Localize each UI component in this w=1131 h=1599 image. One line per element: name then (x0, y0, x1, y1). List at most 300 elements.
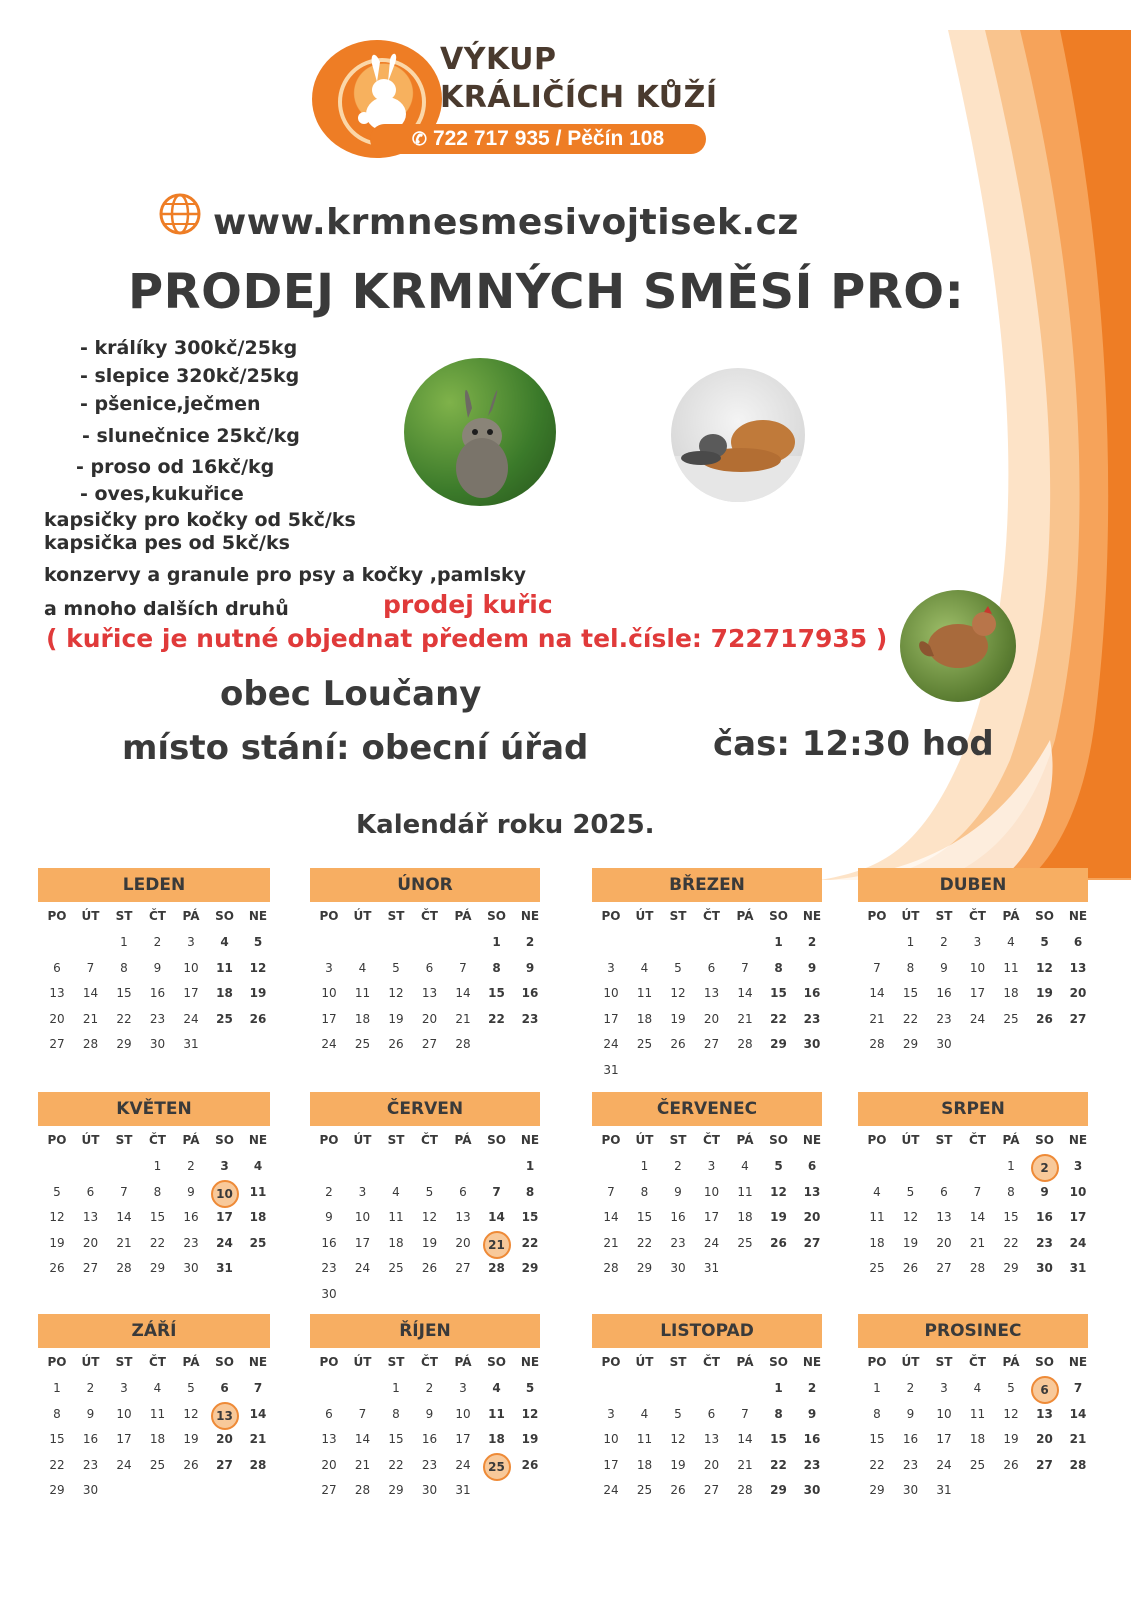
calendar-day: 5 (253, 935, 263, 949)
calendar-day: 17 (116, 1432, 132, 1446)
calendar-day: 24 (703, 1235, 720, 1250)
calendar-day: 28 (488, 1261, 505, 1275)
product-item: a mnoho dalších druhů (44, 598, 289, 620)
calendar-day: 20 (421, 1011, 438, 1026)
calendar-day: 5 (525, 1381, 535, 1395)
weekday-label: ÚT (353, 909, 372, 923)
calendar-day: 9 (153, 960, 162, 975)
weekday-label: ST (669, 909, 687, 923)
stop-location: místo stání: obecní úřad (122, 728, 589, 768)
calendar-day: 8 (53, 1406, 61, 1421)
calendar-day: 5 (906, 1184, 915, 1199)
calendar-day: 27 (1036, 1457, 1053, 1472)
calendar-day: 11 (636, 1432, 653, 1446)
calendar-day: 29 (770, 1483, 787, 1497)
calendar-day: 22 (388, 1457, 404, 1472)
weekday-label: PO (47, 1133, 67, 1147)
calendar-day: 23 (1036, 1235, 1053, 1250)
weekday-label: PÁ (182, 1355, 200, 1369)
calendar-day: 13 (703, 986, 720, 1000)
logo-title-line1: VÝKUP (440, 42, 557, 77)
calendar-day: 3 (325, 960, 333, 975)
calendar-day: 2 (325, 1184, 333, 1199)
calendar-day: 24 (216, 1235, 233, 1250)
calendar-day: 6 (940, 1184, 948, 1199)
calendar-day: 7 (358, 1406, 367, 1421)
calendar-day: 12 (49, 1210, 65, 1224)
weekday-label: PÁ (182, 909, 200, 923)
calendar-day: 16 (149, 986, 166, 1000)
calendar-day: 14 (603, 1210, 619, 1224)
calendar-day-marked: 10 (211, 1180, 239, 1208)
calendar-day: 29 (770, 1037, 787, 1051)
calendar-day: 27 (703, 1483, 720, 1497)
calendar-day: 13 (455, 1210, 471, 1224)
calendar-day: 17 (1069, 1210, 1087, 1224)
calendar-day: 13 (936, 1210, 952, 1224)
calendar-day: 17 (603, 1457, 619, 1472)
stop-time: čas: 12:30 hod (713, 724, 994, 764)
calendar-day: 25 (216, 1011, 233, 1026)
calendar-day: 21 (82, 1011, 99, 1026)
calendar-day: 3 (459, 1381, 467, 1395)
calendar-day-marked: 2 (1031, 1154, 1059, 1182)
weekday-label: PÁ (736, 1133, 754, 1147)
phone-icon: ✆ (411, 128, 427, 149)
calendar-day: 6 (707, 1406, 716, 1421)
calendar-day: 12 (1003, 1406, 1019, 1421)
calendar-day: 27 (703, 1037, 720, 1051)
month-name: ÚNOR (310, 868, 540, 902)
calendar-day: 17 (354, 1235, 371, 1250)
weekday-label: SO (215, 909, 234, 923)
calendar-day: 19 (521, 1432, 539, 1446)
calendar-day: 12 (902, 1210, 919, 1224)
calendar-day: 28 (969, 1261, 986, 1275)
weekday-label: PÁ (1002, 1355, 1020, 1369)
weekday-label: SO (1035, 1133, 1054, 1147)
calendar-day: 20 (1069, 986, 1087, 1000)
weekday-label: NE (520, 909, 540, 923)
calendar-day: 11 (636, 986, 653, 1000)
calendar-day: 27 (421, 1037, 438, 1051)
calendar-day: 16 (521, 986, 539, 1000)
calendar-day: 8 (774, 960, 783, 975)
weekday-label: SO (769, 1133, 788, 1147)
calendar-day: 14 (488, 1210, 505, 1224)
calendar-day: 31 (703, 1261, 720, 1275)
calendar-day: 26 (521, 1457, 539, 1472)
calendar-day: 19 (670, 1457, 686, 1472)
calendar-day: 27 (455, 1261, 471, 1275)
weekday-label: NE (802, 909, 822, 923)
calendar-day: 6 (425, 960, 434, 975)
month-name: DUBEN (858, 868, 1088, 902)
calendar-day: 16 (670, 1210, 686, 1224)
weekday-label: ÚT (81, 909, 100, 923)
calendar-day: 31 (936, 1483, 952, 1497)
calendar-day: 28 (249, 1457, 267, 1472)
calendar-day: 25 (149, 1457, 166, 1472)
calendar-day: 20 (703, 1011, 720, 1026)
calendar-day: 19 (1036, 986, 1053, 1000)
calendar-day: 17 (703, 1210, 720, 1224)
calendar-day: 2 (940, 935, 948, 949)
calendar-day: 1 (774, 935, 783, 949)
calendar-day: 10 (455, 1406, 471, 1421)
calendar-day: 25 (249, 1235, 267, 1250)
calendar-day: 21 (1069, 1432, 1087, 1446)
calendar-day: 16 (183, 1210, 199, 1224)
calendar-day: 8 (640, 1184, 649, 1199)
calendar-day: 16 (803, 1432, 821, 1446)
calendar-day: 22 (770, 1457, 787, 1472)
calendar-day: 13 (421, 986, 438, 1000)
calendar-day: 22 (902, 1011, 919, 1026)
weekday-label: NE (248, 1133, 268, 1147)
calendar-day: 8 (120, 960, 128, 975)
calendar-day: 18 (636, 1457, 653, 1472)
calendar-day: 7 (873, 960, 881, 975)
calendar-day: 1 (873, 1381, 881, 1395)
calendar-day: 27 (803, 1235, 821, 1250)
weekday-label: PÁ (454, 909, 472, 923)
weekday-label: SO (1035, 909, 1054, 923)
calendar-day: 30 (82, 1483, 99, 1497)
calendar-day: 14 (249, 1406, 267, 1421)
weekday-label: PO (601, 909, 621, 923)
weekday-label: PO (319, 1133, 339, 1147)
calendar-day: 23 (183, 1235, 199, 1250)
calendar-day: 13 (803, 1184, 821, 1199)
calendar-day: 20 (1036, 1432, 1053, 1446)
calendar-day: 2 (425, 1381, 434, 1395)
calendar-day: 3 (973, 935, 982, 949)
calendar-day: 28 (455, 1037, 471, 1051)
calendar-day: 30 (670, 1261, 686, 1275)
weekday-label: ÚT (901, 1355, 920, 1369)
calendar-day: 28 (737, 1037, 753, 1051)
calendar-day: 15 (1003, 1210, 1019, 1224)
calendar-day: 11 (737, 1184, 753, 1199)
weekday-label: PO (47, 1355, 67, 1369)
calendar-day: 14 (455, 986, 471, 1000)
logo-phone-place: 722 717 935 / Pěčín 108 (432, 127, 665, 150)
month-name: ČERVENEC (592, 1092, 822, 1126)
calendar-day: 31 (603, 1062, 619, 1077)
calendar-day: 13 (1069, 960, 1087, 975)
calendar-day: 12 (770, 1184, 787, 1199)
calendar-day: 15 (636, 1210, 653, 1224)
calendar-day: 8 (525, 1184, 535, 1199)
calendar-day: 6 (1073, 935, 1083, 949)
weekday-label: NE (802, 1355, 822, 1369)
calendar-day: 25 (969, 1457, 986, 1472)
calendar-day: 29 (388, 1483, 404, 1497)
calendar-day: 24 (1069, 1235, 1087, 1250)
calendar-day: 18 (388, 1235, 404, 1250)
calendar-day: 7 (741, 1406, 749, 1421)
calendar-day: 15 (149, 1210, 166, 1224)
weekday-label: PÁ (454, 1355, 472, 1369)
calendar-day: 25 (388, 1261, 404, 1275)
calendar-day: 2 (674, 1159, 682, 1173)
calendar-day: 4 (220, 935, 229, 949)
weekday-label: ST (115, 1355, 133, 1369)
calendar-day: 30 (183, 1261, 199, 1275)
calendar-day: 5 (674, 1406, 682, 1421)
promo-note: ( kuřice je nutné objednat předem na tel.čísle: 722717935 ) (46, 624, 888, 653)
calendar-day: 7 (459, 960, 467, 975)
weekday-label: ST (387, 1355, 405, 1369)
calendar-day: 25 (869, 1261, 885, 1275)
calendar-day: 14 (869, 986, 885, 1000)
weekday-label: ČT (149, 1355, 166, 1369)
weekday-label: ÚT (901, 1133, 920, 1147)
weekday-label: ČT (149, 909, 166, 923)
weekday-label: PÁ (1002, 909, 1020, 923)
calendar-day: 24 (183, 1011, 199, 1026)
calendar-day: 27 (216, 1457, 233, 1472)
calendar-day: 1 (906, 935, 915, 949)
calendar-day: 26 (670, 1483, 686, 1497)
product-item: - králíky 300kč/25kg (80, 337, 298, 359)
calendar-day: 4 (640, 1406, 649, 1421)
product-item: - proso od 16kč/kg (76, 456, 275, 478)
month-name: ŘÍJEN (310, 1314, 540, 1348)
calendar-day: 24 (116, 1457, 132, 1472)
calendar-day: 1 (640, 1159, 649, 1173)
calendar-day: 25 (1003, 1011, 1019, 1026)
month-name: PROSINEC (858, 1314, 1088, 1348)
calendar-day: 24 (936, 1457, 952, 1472)
weekday-label: PÁ (736, 909, 754, 923)
weekday-label: ČT (703, 909, 720, 923)
calendar-day: 7 (253, 1381, 263, 1395)
calendar-day: 7 (86, 960, 95, 975)
calendar-day: 6 (807, 1159, 817, 1173)
calendar-day: 7 (607, 1184, 615, 1199)
calendar-day-marked: 6 (1031, 1376, 1059, 1404)
calendar-day: 6 (86, 1184, 95, 1199)
product-item: - pšenice,ječmen (80, 393, 261, 415)
calendar-day: 14 (116, 1210, 132, 1224)
calendar-day: 17 (969, 986, 986, 1000)
calendar-day: 5 (774, 1159, 783, 1173)
weekday-label: ST (115, 909, 133, 923)
calendar-day: 4 (392, 1184, 400, 1199)
calendar-day: 27 (1069, 1011, 1087, 1026)
weekday-label: PÁ (736, 1355, 754, 1369)
calendar-day: 7 (492, 1184, 501, 1199)
weekday-label: ST (669, 1133, 687, 1147)
calendar-day: 23 (803, 1457, 821, 1472)
calendar-day: 21 (249, 1432, 267, 1446)
calendar-day: 30 (1036, 1261, 1053, 1275)
calendar-day: 24 (603, 1483, 619, 1497)
calendar-day: 21 (869, 1011, 885, 1026)
calendar-day: 11 (969, 1406, 986, 1421)
weekday-label: PO (319, 1355, 339, 1369)
weekday-label: SO (215, 1355, 234, 1369)
calendar-day: 19 (670, 1011, 686, 1026)
weekday-label: SO (215, 1133, 234, 1147)
calendar-day: 9 (807, 1406, 817, 1421)
product-item: - slunečnice 25kč/kg (82, 425, 300, 447)
promo-title: prodej kuřic (383, 590, 553, 619)
product-item: kapsička pes od 5kč/ks (44, 532, 290, 554)
calendar-day: 16 (82, 1432, 99, 1446)
weekday-label: PÁ (454, 1133, 472, 1147)
calendar-day: 1 (525, 1159, 535, 1173)
calendar-day: 20 (82, 1235, 99, 1250)
calendar-day: 18 (636, 1011, 653, 1026)
website-url[interactable]: www.krmnesmesivojtisek.cz (213, 202, 799, 243)
calendar-day: 5 (187, 1381, 195, 1395)
calendar-day: 4 (1007, 935, 1015, 949)
product-item: - slepice 320kč/25kg (80, 365, 300, 387)
calendar-day: 9 (807, 960, 817, 975)
weekday-label: PO (319, 909, 339, 923)
weekday-label: SO (487, 1355, 506, 1369)
calendar-day: 19 (421, 1235, 438, 1250)
calendar-day: 18 (216, 986, 233, 1000)
calendar-day: 23 (149, 1011, 166, 1026)
logo-title-line2: KRÁLIČÍCH KŮŽÍ (440, 80, 718, 115)
calendar-day: 9 (86, 1406, 95, 1421)
calendar-day: 11 (869, 1210, 885, 1224)
calendar-day: 9 (425, 1406, 434, 1421)
calendar-day: 3 (220, 1159, 229, 1173)
calendar-day: 12 (1036, 960, 1053, 975)
calendar-day: 31 (183, 1037, 199, 1051)
weekday-label: NE (520, 1355, 540, 1369)
calendar-day: 21 (969, 1235, 986, 1250)
weekday-label: PO (867, 1355, 887, 1369)
calendar-day: 27 (321, 1483, 337, 1497)
calendar-day: 13 (321, 1432, 337, 1446)
calendar-day: 16 (421, 1432, 438, 1446)
calendar-day: 23 (421, 1457, 438, 1472)
calendar-day: 28 (603, 1261, 619, 1275)
calendar-day: 4 (253, 1159, 263, 1173)
rabbit-photo (404, 358, 556, 506)
weekday-label: PO (867, 1133, 887, 1147)
calendar-day: 3 (187, 935, 195, 949)
calendar-day: 1 (392, 1381, 400, 1395)
calendar-day: 1 (53, 1381, 61, 1395)
calendar-day: 2 (807, 1381, 817, 1395)
calendar-day: 11 (354, 986, 371, 1000)
calendar-day: 21 (455, 1011, 471, 1026)
calendar-day: 13 (82, 1210, 99, 1224)
weekday-label: NE (1068, 1355, 1088, 1369)
calendar-day: 15 (521, 1210, 539, 1224)
calendar-day: 29 (636, 1261, 653, 1275)
calendar-day: 8 (873, 1406, 881, 1421)
globe-icon (158, 192, 202, 236)
calendar-day-marked: 25 (483, 1453, 511, 1481)
calendar-day: 6 (53, 960, 61, 975)
calendar-day: 8 (492, 960, 501, 975)
calendar-day: 3 (358, 1184, 367, 1199)
calendar-day: 1 (492, 935, 501, 949)
calendar-day: 22 (116, 1011, 132, 1026)
weekday-label: ČT (969, 1133, 986, 1147)
calendar-day: 20 (455, 1235, 471, 1250)
calendar-day: 1 (120, 935, 128, 949)
product-item: kapsičky pro kočky od 5kč/ks (44, 509, 356, 531)
calendar-day: 14 (1069, 1406, 1087, 1421)
weekday-label: ČT (703, 1133, 720, 1147)
calendar-day: 28 (869, 1037, 885, 1051)
calendar-day: 16 (902, 1432, 919, 1446)
calendar-day: 6 (220, 1381, 229, 1395)
calendar-day: 8 (906, 960, 915, 975)
month-name: ZÁŘÍ (38, 1314, 270, 1348)
calendar-day: 19 (183, 1432, 199, 1446)
calendar-day: 3 (940, 1381, 948, 1395)
calendar-day: 11 (149, 1406, 166, 1421)
weekday-label: PO (867, 909, 887, 923)
weekday-label: NE (520, 1133, 540, 1147)
calendar-day: 8 (1007, 1184, 1015, 1199)
calendar-day: 10 (1069, 1184, 1087, 1199)
calendar-day: 23 (82, 1457, 99, 1472)
calendar-day: 19 (388, 1011, 404, 1026)
calendar-day: 12 (421, 1210, 438, 1224)
calendar-day: 9 (674, 1184, 682, 1199)
calendar-day: 26 (902, 1261, 919, 1275)
calendar-day: 7 (973, 1184, 982, 1199)
hen-photo (900, 590, 1016, 702)
weekday-label: SO (1035, 1355, 1054, 1369)
calendar-day: 15 (869, 1432, 885, 1446)
calendar-day: 12 (670, 1432, 686, 1446)
calendar-day: 4 (492, 1381, 501, 1395)
cat-and-dog-photo (671, 368, 805, 502)
calendar-day: 1 (153, 1159, 162, 1173)
calendar-day: 22 (49, 1457, 65, 1472)
calendar-day: 12 (249, 960, 267, 975)
calendar-day: 31 (455, 1483, 471, 1497)
calendar-day: 24 (354, 1261, 371, 1275)
calendar-day: 4 (640, 960, 649, 975)
month-name: LEDEN (38, 868, 270, 902)
calendar-day: 4 (741, 1159, 749, 1173)
calendar-day: 8 (153, 1184, 162, 1199)
calendar-day: 29 (149, 1261, 166, 1275)
calendar-day: 5 (392, 960, 400, 975)
calendar-day: 18 (969, 1432, 986, 1446)
calendar-day: 3 (707, 1159, 716, 1173)
calendar-day: 15 (770, 1432, 787, 1446)
weekday-label: NE (1068, 909, 1088, 923)
calendar-day: 28 (1069, 1457, 1087, 1472)
calendar-day: 26 (1036, 1011, 1053, 1026)
calendar-day: 5 (425, 1184, 434, 1199)
calendar-day: 7 (741, 960, 749, 975)
calendar-day: 9 (525, 960, 535, 975)
calendar-day: 16 (1036, 1210, 1053, 1224)
calendar-day: 28 (737, 1483, 753, 1497)
calendar-day: 9 (940, 960, 948, 975)
calendar-day: 27 (82, 1261, 99, 1275)
calendar-day: 8 (774, 1406, 783, 1421)
weekday-label: ČT (421, 909, 438, 923)
calendar-day: 15 (388, 1432, 404, 1446)
calendar-day: 7 (120, 1184, 128, 1199)
